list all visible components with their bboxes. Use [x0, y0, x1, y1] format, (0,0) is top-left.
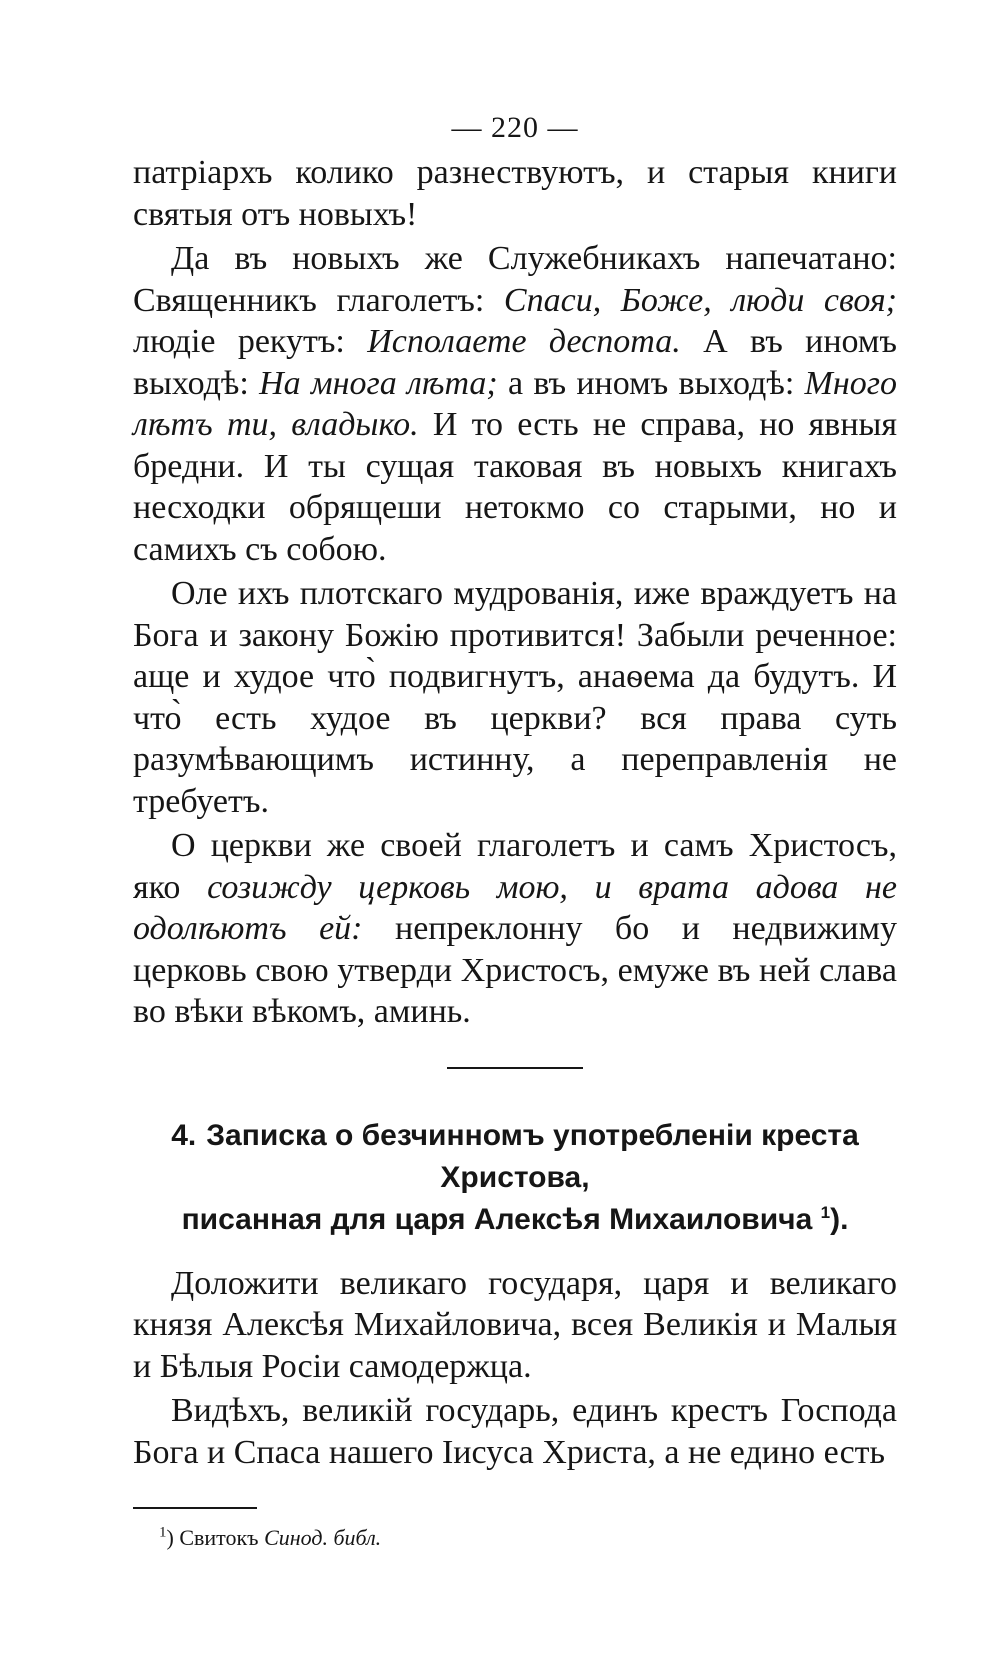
text-run: Оле ихъ плотскаго мудрованія, иже враждуетъ на Бога и закону Божію противится! Забыли реченное: аще и худое что̀ подвигнутъ, анаѳема да будутъ. И что̀ есть худое въ церкви? вся права суть разумѣвающимъ истинну, а переправленія не требуетъ.: [133, 575, 897, 820]
italic-run: Много лѣтъ ти, владыко.: [133, 364, 897, 443]
footnote-text: Свитокъ: [173, 1525, 265, 1550]
italic-run: Спаси, Боже, люди своя;: [503, 281, 897, 319]
text-run: непреклонну бо и недвижиму церковь свою утверди Христосъ, емуже въ ней слава во вѣки вѣкомъ, аминь.: [133, 910, 898, 1030]
text-run: патріархъ колико разнествуютъ, и старыя книги святыя отъ новыхъ!: [133, 154, 897, 233]
italic-run: На многа лѣта;: [259, 364, 498, 402]
text-run: людіе рекутъ:: [133, 323, 368, 360]
heading-closing: ).: [830, 1202, 849, 1236]
text-run: Да въ новыхъ же Служебникахъ напечатано: Священникъ глаголетъ:: [133, 240, 897, 319]
text-run: И то есть не справа, но явныя бредни. И ты сущая таковая въ новыхъ книгахъ несходки обрящеши нетокмо со старыми, но и самихъ съ собою.: [133, 406, 898, 568]
body-text-top: [133, 152, 897, 1033]
paragraph: [133, 238, 897, 570]
paragraph: [133, 152, 897, 235]
text-run: Видѣхъ, великій государь, единъ крестъ Господа Бога и Спаса нашего Іисуса Христа, а не едино есть: [133, 1392, 897, 1471]
footnote: [133, 1523, 897, 1553]
heading-number: 4.: [171, 1118, 197, 1152]
text-run: А въ иномъ выходѣ:: [133, 323, 897, 402]
heading-title-line-1: Записка о безчинномъ употребленіи креста Христова,: [206, 1118, 859, 1194]
section-heading: [133, 1115, 897, 1241]
page-number: — 220 —: [451, 111, 579, 144]
text-run: О церкви же своей глаголетъ и самъ Христосъ, яко: [133, 827, 897, 906]
footnote-marker-closing: ): [166, 1525, 174, 1550]
text-run: Доложити великаго государя, царя и великаго князя Алексѣя Михайловича, всея Великія и Малыя и Бѣлыя Росіи самодержца.: [133, 1264, 897, 1385]
paragraph: [133, 1263, 897, 1388]
italic-run: Исполаете деспота.: [367, 323, 681, 360]
paragraph: [133, 825, 897, 1033]
heading-title-line-2: писанная для царя Алексѣя Михаиловича: [181, 1202, 813, 1236]
text-run: а въ иномъ выходѣ:: [497, 364, 805, 402]
document-page: [133, 108, 897, 1553]
heading-line-1: [133, 1115, 897, 1199]
section-divider: [447, 1067, 583, 1069]
footnote-reference[interactable]: 1: [820, 1202, 831, 1222]
italic-run: созижду церковь мою, и врата адова не одолѣютъ ей:: [133, 868, 898, 947]
body-text-bottom: [133, 1263, 897, 1474]
paragraph: [133, 573, 897, 822]
footnote-marker: 1: [159, 1524, 167, 1541]
footnote-source: Синод. библ.: [264, 1525, 382, 1550]
heading-line-2: [133, 1199, 897, 1241]
paragraph: [133, 1390, 897, 1473]
footnote-divider: [133, 1507, 257, 1509]
